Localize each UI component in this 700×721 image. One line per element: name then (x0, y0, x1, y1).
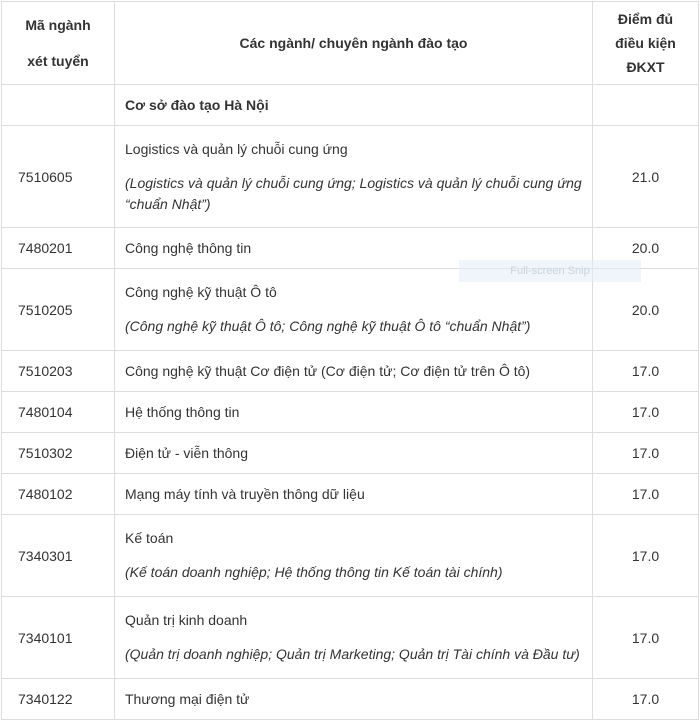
program-cell (115, 515, 593, 597)
table-row (2, 515, 699, 597)
header-code (2, 2, 115, 85)
table-body (2, 126, 699, 720)
program-code: 7510205 (2, 269, 115, 351)
eligibility-score: 20.0 (593, 228, 699, 269)
table-row (2, 269, 699, 351)
program-specializations: (Công nghệ kỹ thuật Ô tô; Công nghệ kỹ thuật Ô tô “chuẩn Nhật”) (125, 318, 531, 334)
program-cell (115, 597, 593, 679)
program-cell (115, 228, 593, 269)
program-name: Điện tử - viễn thông (125, 444, 248, 461)
program-cell (115, 474, 593, 515)
table-row (2, 679, 699, 720)
program-code: 7510302 (2, 433, 115, 474)
program-name: Thương mại điện tử (125, 690, 250, 707)
program-code: 7340101 (2, 597, 115, 679)
eligibility-score: 17.0 (593, 392, 699, 433)
eligibility-score: 17.0 (593, 351, 699, 392)
header-code-line1: Mã ngành (25, 17, 91, 33)
program-specializations: (Kế toán doanh nghiệp; Hệ thống thông tin Kế toán tài chính) (125, 564, 503, 580)
eligibility-score: 17.0 (593, 474, 699, 515)
table-row (2, 126, 699, 228)
program-cell (115, 126, 593, 228)
program-code: 7480102 (2, 474, 115, 515)
eligibility-score: 17.0 (593, 597, 699, 679)
table-header-row (2, 2, 699, 85)
program-code: 7510605 (2, 126, 115, 228)
section-title: Cơ sở đào tạo Hà Nội (115, 85, 593, 126)
header-score-line3: ĐKXT (626, 59, 665, 75)
program-code: 7340301 (2, 515, 115, 597)
eligibility-score: 20.0 (593, 269, 699, 351)
table-row (2, 228, 699, 269)
eligibility-score: 17.0 (593, 515, 699, 597)
header-score-line2: điều kiện (615, 35, 676, 51)
admission-score-table (1, 1, 699, 720)
program-name: Quản trị kinh doanh (125, 612, 248, 628)
program-cell (115, 269, 593, 351)
program-code: 7480104 (2, 392, 115, 433)
eligibility-score: 17.0 (593, 679, 699, 720)
snip-watermark: Full-screen Snip (459, 260, 641, 282)
program-name: Hệ thống thông tin (125, 403, 240, 420)
program-name: Công nghệ kỹ thuật Cơ điện tử (Cơ điện tử; Cơ điện tử trên Ô tô) (125, 362, 531, 379)
program-code: 7340122 (2, 679, 115, 720)
program-cell (115, 679, 593, 720)
header-program: Các ngành/ chuyên ngành đào tạo (115, 2, 593, 85)
program-cell (115, 392, 593, 433)
table-row (2, 433, 699, 474)
header-score (593, 2, 699, 85)
program-name: Công nghệ thông tin (125, 239, 252, 256)
program-code: 7480201 (2, 228, 115, 269)
header-code-line2: xét tuyển (27, 53, 89, 69)
eligibility-score: 21.0 (593, 126, 699, 228)
program-code: 7510203 (2, 351, 115, 392)
table-row (2, 474, 699, 515)
header-score-line1: Điểm đủ (617, 11, 674, 27)
eligibility-score: 17.0 (593, 433, 699, 474)
table-row (2, 597, 699, 679)
program-name: Kế toán (125, 530, 174, 546)
program-specializations: (Logistics và quản lý chuỗi cung ứng; Logistics và quản lý chuỗi cung ứng “chuẩn Nhật”) (125, 174, 582, 212)
program-name: Công nghệ kỹ thuật Ô tô (125, 284, 277, 300)
table-row (2, 392, 699, 433)
program-specializations: (Quản trị doanh nghiệp; Quản trị Marketing; Quản trị Tài chính và Đầu tư) (125, 646, 580, 662)
program-cell (115, 433, 593, 474)
program-cell (115, 351, 593, 392)
program-name: Mạng máy tính và truyền thông dữ liệu (125, 485, 365, 502)
table-row (2, 351, 699, 392)
section-row (2, 85, 699, 126)
program-name: Logistics và quản lý chuỗi cung ứng (125, 140, 348, 157)
